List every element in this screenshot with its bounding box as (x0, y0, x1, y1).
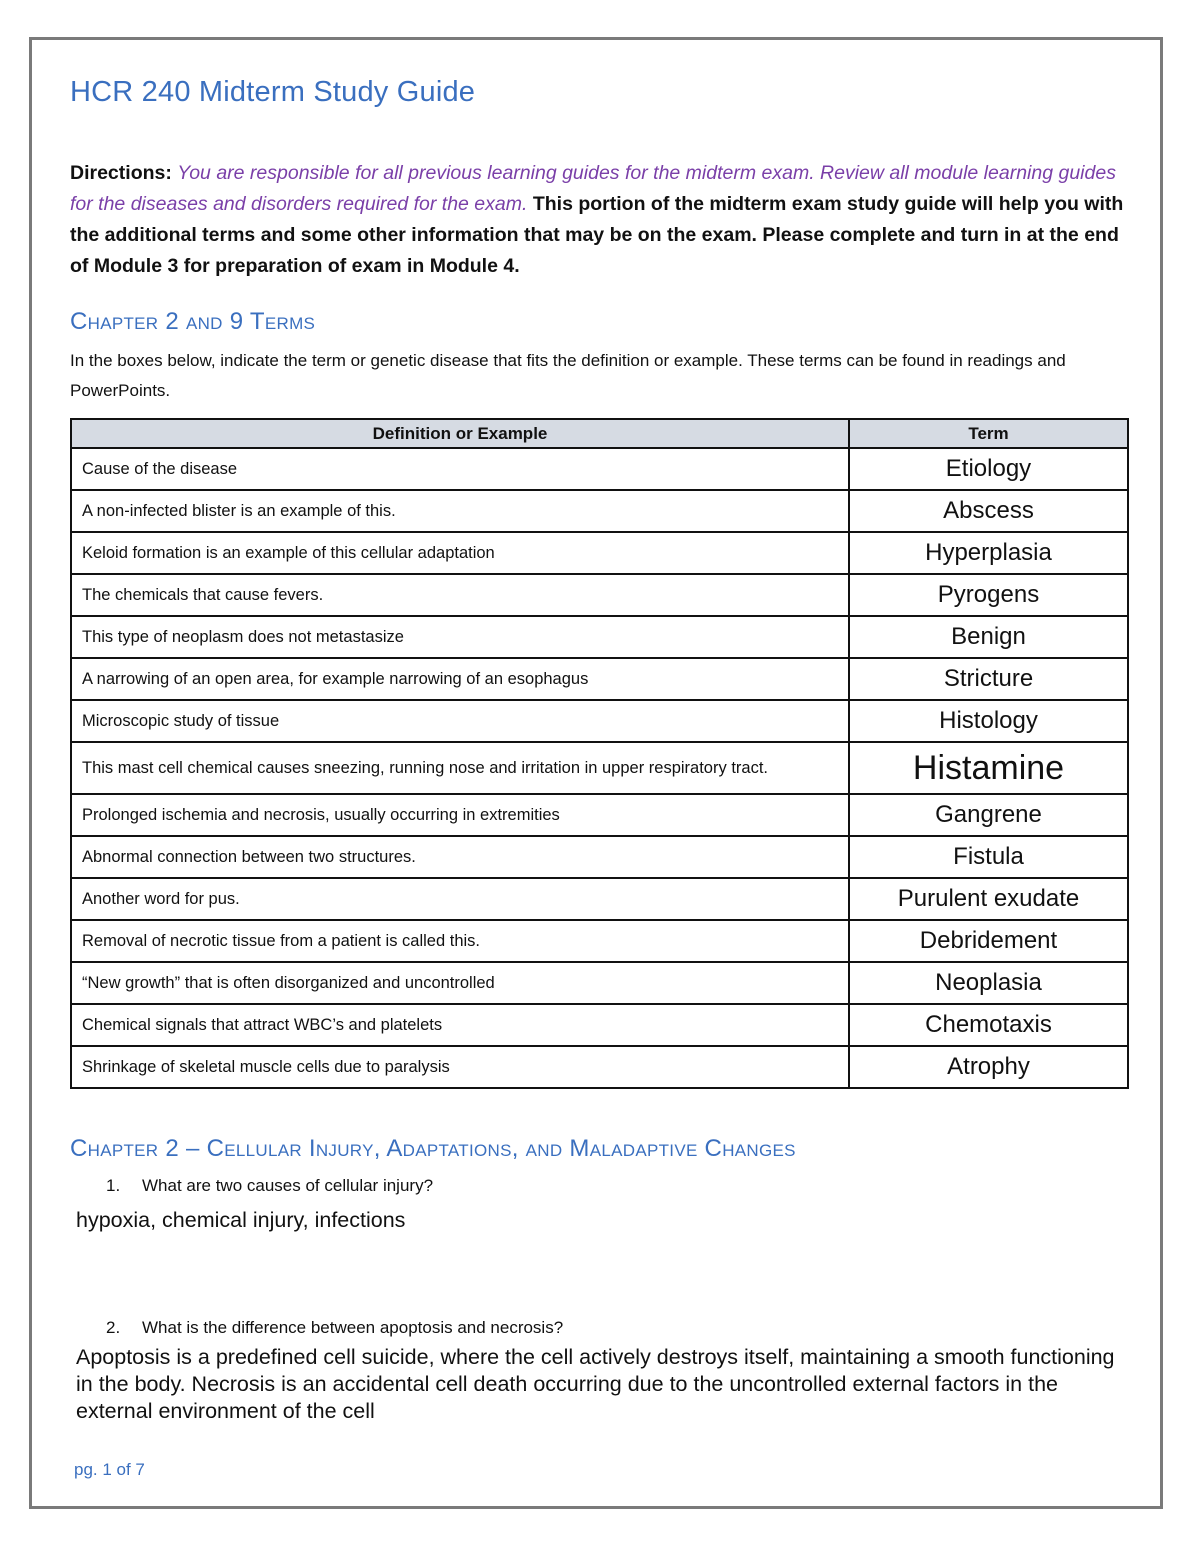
term-cell: Debridement (849, 920, 1128, 962)
table-row (71, 490, 1128, 532)
definition-cell: A non-infected blister is an example of this. (71, 490, 849, 532)
directions-label: Directions: (70, 162, 172, 184)
definition-cell: A narrowing of an open area, for example narrowing of an esophagus (71, 658, 849, 700)
table-row (71, 1004, 1128, 1046)
term-cell: Histamine (849, 742, 1128, 794)
column-header-term: Term (849, 419, 1128, 448)
question-number: 1. (106, 1176, 121, 1195)
table-row (71, 962, 1128, 1004)
term-cell: Abscess (849, 490, 1128, 532)
definition-cell: Keloid formation is an example of this cellular adaptation (71, 532, 849, 574)
directions-paragraph (70, 158, 1130, 282)
definition-cell: “New growth” that is often disorganized and uncontrolled (71, 962, 849, 1004)
answer-1: hypoxia, chemical injury, infections (76, 1208, 406, 1232)
table-header-row (71, 419, 1128, 448)
term-cell: Benign (849, 616, 1128, 658)
definition-cell: Removal of necrotic tissue from a patient is called this. (71, 920, 849, 962)
definition-cell: Cause of the disease (71, 448, 849, 490)
table-row (71, 700, 1128, 742)
term-cell: Chemotaxis (849, 1004, 1128, 1046)
term-cell: Pyrogens (849, 574, 1128, 616)
table-row (71, 532, 1128, 574)
definition-cell: This mast cell chemical causes sneezing, running nose and irritation in upper respiratory tract. (71, 742, 849, 794)
term-cell: Etiology (849, 448, 1128, 490)
table-row (71, 1046, 1128, 1088)
definition-cell: This type of neoplasm does not metastasize (71, 616, 849, 658)
term-cell: Gangrene (849, 794, 1128, 836)
definition-cell: The chemicals that cause fevers. (71, 574, 849, 616)
table-row (71, 658, 1128, 700)
definition-cell: Prolonged ischemia and necrosis, usually occurring in extremities (71, 794, 849, 836)
term-cell: Neoplasia (849, 962, 1128, 1004)
table-row (71, 448, 1128, 490)
directions-bold-text: This portion of the midterm exam study guide will help you with the additional terms and some other information that may be on the exam. Please complete and turn in at the end of Module 3 for preparation of exam in Module 4. (70, 193, 1124, 277)
table-row (71, 878, 1128, 920)
table-row (71, 920, 1128, 962)
table-row (71, 574, 1128, 616)
section-intro: In the boxes below, indicate the term or genetic disease that fits the definition or example. These terms can be found in readings and PowerPoints. (70, 351, 1066, 400)
definition-cell: Shrinkage of skeletal muscle cells due to paralysis (71, 1046, 849, 1088)
section-heading-cellular-injury: Chapter 2 – Cellular Injury, Adaptations, and Maladaptive Changes (70, 1135, 796, 1162)
table-row (71, 836, 1128, 878)
term-cell: Purulent exudate (849, 878, 1128, 920)
question-number: 2. (106, 1318, 121, 1337)
question-text: What are two causes of cellular injury? (142, 1176, 434, 1195)
definition-cell: Abnormal connection between two structures. (71, 836, 849, 878)
table-row (71, 616, 1128, 658)
question-2 (106, 1318, 563, 1338)
question-1 (106, 1176, 433, 1196)
definition-cell: Another word for pus. (71, 878, 849, 920)
term-cell: Stricture (849, 658, 1128, 700)
term-cell: Hyperplasia (849, 532, 1128, 574)
definition-cell: Microscopic study of tissue (71, 700, 849, 742)
term-cell: Fistula (849, 836, 1128, 878)
document-title: HCR 240 Midterm Study Guide (70, 76, 476, 108)
directions-italic-text: You are responsible for all previous learning guides for the midterm exam. Review all module learning guides for the diseases and disorders required for the exam. (70, 162, 1116, 215)
table-row (71, 794, 1128, 836)
terms-table (70, 418, 1129, 1089)
answer-2: Apoptosis is a predefined cell suicide, where the cell actively destroys itself, maintaining a smooth functioning in the body. Necrosis is an accidental cell death occurring due to the uncontrolled external factors in the external environment of the cell (76, 1345, 1115, 1423)
column-header-definition: Definition or Example (71, 419, 849, 448)
section-heading-terms: Chapter 2 and 9 Terms (70, 308, 316, 335)
term-cell: Atrophy (849, 1046, 1128, 1088)
page-number: pg. 1 of 7 (74, 1460, 145, 1479)
definition-cell: Chemical signals that attract WBC’s and platelets (71, 1004, 849, 1046)
term-cell: Histology (849, 700, 1128, 742)
table-row (71, 742, 1128, 794)
question-text: What is the difference between apoptosis and necrosis? (142, 1318, 564, 1337)
